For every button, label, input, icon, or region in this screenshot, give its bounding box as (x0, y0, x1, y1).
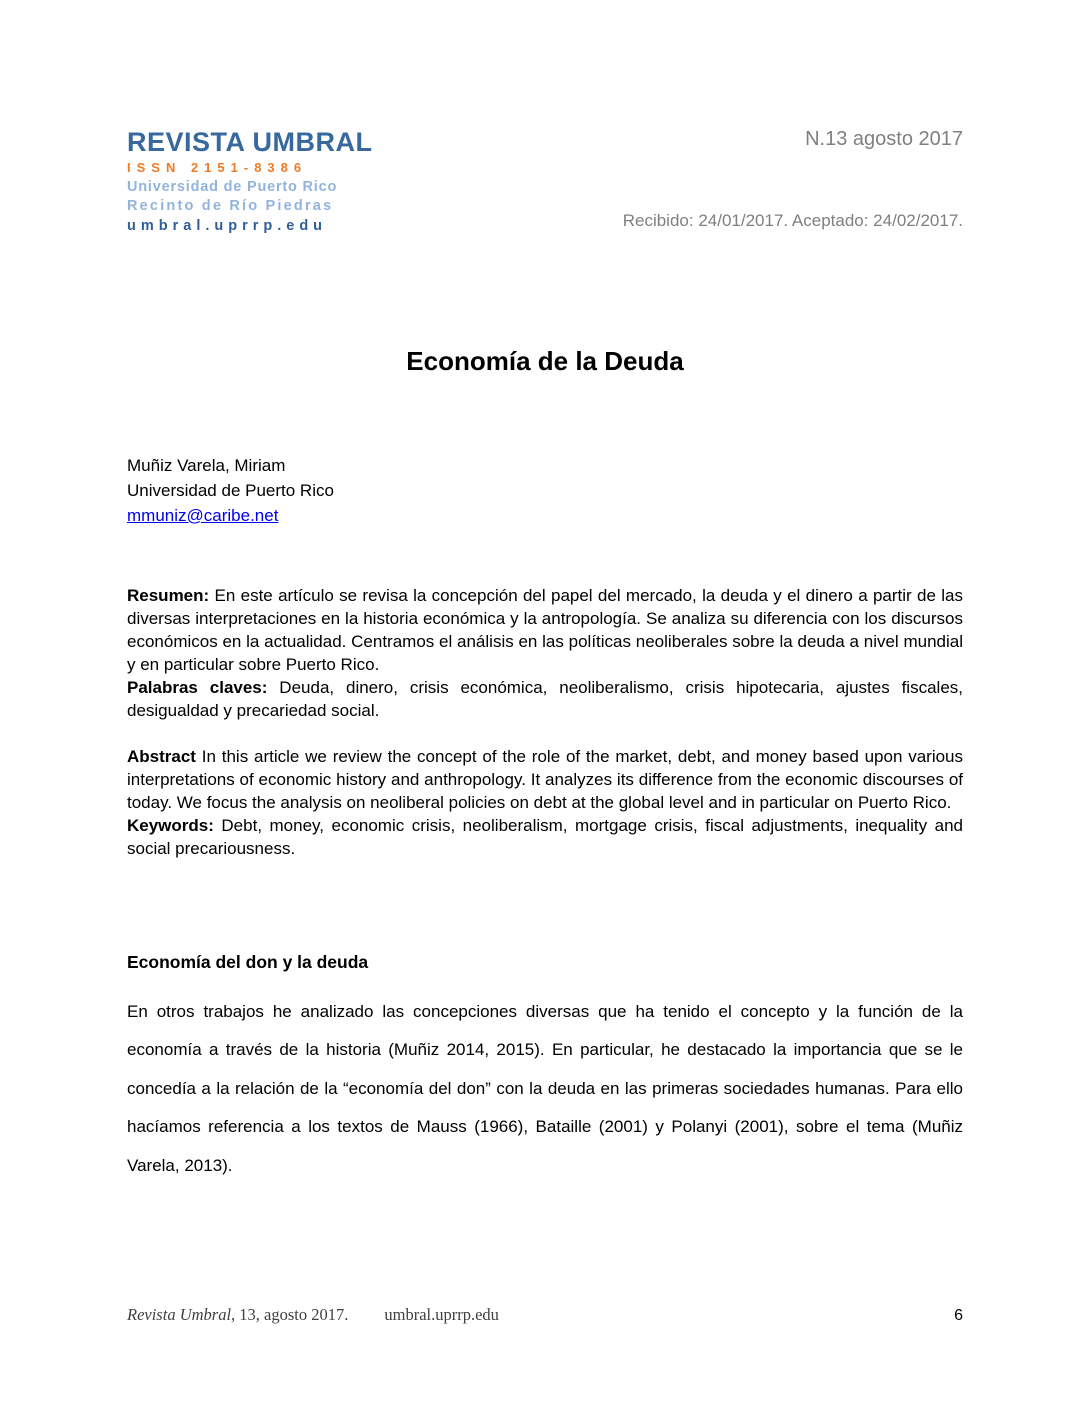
keywords-paragraph (127, 814, 963, 860)
abstract-label: Abstract (127, 746, 196, 766)
page-number: 6 (954, 1307, 963, 1324)
campus-name: Recinto de Río Piedras (127, 197, 334, 214)
resumen-label: Resumen: (127, 585, 210, 605)
abstract-section (127, 745, 963, 860)
journal-issn: ISSN 2151-8386 (127, 159, 308, 175)
received-dates: Recibido: 24/01/2017. Aceptado: 24/02/2017. (622, 211, 963, 230)
palabras-text: Deuda, dinero, crisis económica, neoliberalismo, crisis hipotecaria, ajustes fiscales, desigualdad y precariedad social. (127, 677, 963, 720)
journal-url: umbral.uprrp.edu (127, 217, 328, 234)
footer-issue-meta: , 13, agosto 2017. (231, 1305, 349, 1324)
page-footer (127, 1305, 963, 1325)
abstract-text: In this article we review the concept of the role of the market, debt, and money based upon various interpretations of economic history and anthropology. It analyzes its difference from the economic discourses of today. We focus the analysis on neoliberal policies on debt at the global level and in particular on Puerto Rico. (127, 746, 963, 812)
journal-logo (127, 128, 373, 234)
page-header (127, 128, 963, 234)
author-name: Muñiz Varela, Miriam (127, 455, 286, 475)
resumen-paragraph (127, 584, 963, 676)
university-name: Universidad de Puerto Rico (127, 178, 338, 195)
article-title: Economía de la Deuda (406, 345, 684, 376)
author-affiliation: Universidad de Puerto Rico (127, 480, 334, 500)
footer-url: umbral.uprrp.edu (384, 1305, 499, 1324)
issue-number: N.13 agosto 2017 (805, 128, 963, 150)
footer-journal-name: Revista Umbral (127, 1305, 232, 1324)
keywords-text: Debt, money, economic crisis, neoliberalism, mortgage crisis, fiscal adjustments, inequality and social precariousness. (127, 815, 963, 858)
footer-citation (127, 1305, 499, 1325)
palabras-paragraph (127, 676, 963, 722)
resumen-section (127, 584, 963, 722)
resumen-text: En este artículo se revisa la concepción del papel del mercado, la deuda y el dinero a partir de las diversas interpretaciones en la historia económica y la antropología. Se analiza su diferencia con los discursos económicos en la actualidad. Centramos el análisis en las políticas neoliberales sobre la deuda a nivel mundial y en particular sobre Puerto Rico. (127, 585, 963, 674)
abstract-paragraph (127, 745, 963, 814)
author-email-link[interactable]: mmuniz@caribe.net (127, 505, 279, 525)
keywords-label: Keywords: (127, 815, 214, 835)
author-block (127, 453, 963, 528)
journal-name: REVISTA UMBRAL (127, 127, 373, 157)
section-heading: Economía del don y la deuda (127, 951, 369, 972)
header-meta (623, 128, 963, 231)
body-paragraph: En otros trabajos he analizado las concepciones diversas que ha tenido el concepto y la función de la economía a través de la historia (Muñiz 2014, 2015). En particular, he destacado la importancia que se le concedía a la relación de la “economía del don” con la deuda en las primeras sociedades humanas. Para ello hacíamos referencia a los textos de Mauss (1966), Bataille (2001) y Polanyi (2001), sobre el tema (Muñiz Varela, 2013). (127, 1001, 963, 1175)
palabras-label: Palabras claves: (127, 677, 268, 697)
